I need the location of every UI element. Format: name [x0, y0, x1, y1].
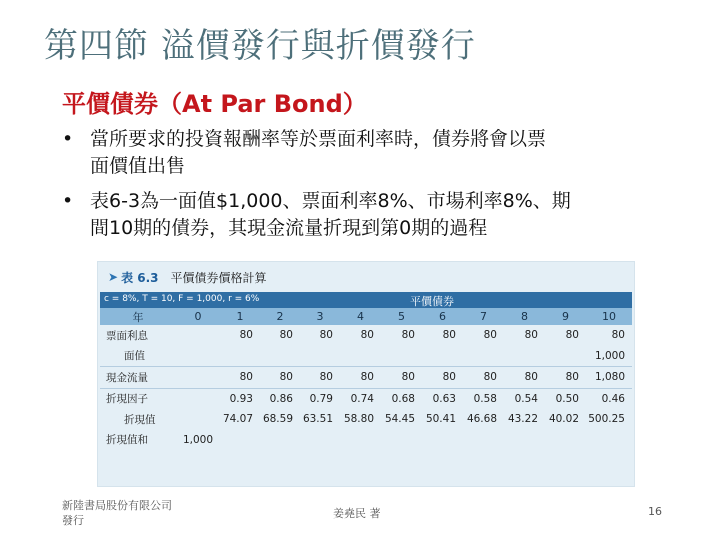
table-cell: 80 — [565, 329, 579, 342]
table-cell: 58.80 — [343, 413, 374, 426]
table-cell: 80 — [340, 367, 381, 389]
period-header-cell: 2 — [260, 308, 300, 325]
table-row — [100, 388, 632, 409]
period-header-cell: 6 — [422, 308, 463, 325]
bond-cashflow-table — [100, 308, 632, 450]
table-cell: 1,000 — [586, 346, 632, 367]
period-header-cell: 5 — [381, 308, 422, 325]
table-cell — [176, 367, 220, 389]
table-cell: 46.68 — [466, 413, 497, 426]
table-cell: 0.74 — [350, 392, 374, 405]
publisher-name: 新陸書局股份有限公司 — [62, 499, 172, 512]
footer-publisher — [62, 498, 172, 528]
table-parameter-bar — [100, 292, 632, 308]
table-cell: 0.86 — [269, 392, 293, 405]
table-row — [100, 430, 632, 451]
period-header-cell: 4 — [340, 308, 381, 325]
table-cell — [176, 409, 220, 430]
table-cell — [422, 346, 463, 367]
table-cell — [260, 346, 300, 367]
table-cell: 0.46 — [601, 392, 625, 405]
table-cell — [504, 430, 545, 451]
table-cell: 80 — [279, 329, 293, 342]
bullet-dot: • — [62, 190, 74, 212]
slide-subtitle: 平價債券（At Par Bond） — [62, 90, 367, 118]
period-header-cell: 8 — [504, 308, 545, 325]
table-cell: 0.93 — [229, 392, 253, 405]
table-cell: 0.58 — [473, 392, 497, 405]
page-number: 16 — [648, 505, 662, 518]
table-cell — [545, 346, 586, 367]
table-cell: 80 — [611, 329, 625, 342]
row-label: 折現值和 — [106, 434, 148, 447]
row-label: 折現因子 — [106, 393, 148, 406]
table-cell: 80 — [239, 329, 253, 342]
period-header-cell: 7 — [463, 308, 504, 325]
table-cell — [545, 430, 586, 451]
row-label: 面值 — [100, 346, 176, 367]
bullet-dot: • — [62, 128, 74, 150]
bond-price-table-figure — [98, 262, 634, 486]
table-cell: 0.50 — [555, 392, 579, 405]
table-cell — [176, 325, 220, 346]
table-row — [100, 409, 632, 430]
bullet-text-line: 當所要求的投資報酬率等於票面利率時，債券將會以票 — [90, 128, 547, 150]
table-cell: 1,080 — [586, 367, 632, 389]
table-cell: 80 — [260, 367, 300, 389]
table-caption-title: 平價債券價格計算 — [170, 270, 267, 285]
table-cell — [504, 346, 545, 367]
table-params: c = 8%, T = 10, F = 1,000, r = 6% — [104, 294, 260, 304]
publisher-note: 發行 — [62, 514, 84, 527]
period-header-cell: 0 — [176, 308, 220, 325]
table-cell — [220, 346, 260, 367]
footer-author: 姜堯民 著 — [333, 507, 381, 520]
table-cell: 0.79 — [309, 392, 333, 405]
table-cell: 80 — [220, 367, 260, 389]
row-label: 現金流量 — [100, 367, 176, 389]
table-cell — [176, 388, 220, 409]
table-cell: 0.54 — [514, 392, 538, 405]
circle-arrow-icon: ➤ — [108, 270, 119, 284]
table-cell: 80 — [422, 367, 463, 389]
table-cell: 80 — [360, 329, 374, 342]
table-cell: 80 — [300, 367, 340, 389]
table-cell: 80 — [483, 329, 497, 342]
table-cell — [381, 430, 422, 451]
bullet-list — [60, 126, 700, 250]
table-cell: 80 — [545, 367, 586, 389]
table-row — [100, 325, 632, 346]
table-cell — [300, 430, 340, 451]
bullet-text-line: 表6-3為一面值$1,000、票面利率8%、市場利率8%、期 — [90, 190, 571, 212]
table-row — [100, 367, 632, 389]
table-cell — [176, 346, 220, 367]
table-header-row — [100, 308, 632, 325]
table-cell: 0.63 — [432, 392, 456, 405]
table-cell: 80 — [319, 329, 333, 342]
slide-title: 第四節 溢價發行與折價發行 — [44, 26, 476, 66]
table-cell: 80 — [401, 329, 415, 342]
table-cell — [340, 346, 381, 367]
table-cell — [586, 430, 632, 451]
table-cell: 63.51 — [302, 413, 333, 426]
table-cell: 80 — [504, 367, 545, 389]
table-cell — [463, 346, 504, 367]
table-cell: 43.22 — [507, 413, 538, 426]
table-cell — [220, 430, 260, 451]
table-cell — [463, 430, 504, 451]
table-cell: 80 — [524, 329, 538, 342]
table-row — [100, 346, 632, 367]
table-cell — [422, 430, 463, 451]
table-cell: 68.59 — [262, 413, 293, 426]
table-cell — [340, 430, 381, 451]
table-cell: 50.41 — [425, 413, 456, 426]
bullet-text-line: 間10期的債券，其現金流量折現到第0期的過程 — [90, 217, 488, 239]
row-label: 票面利息 — [106, 329, 148, 342]
table-group-label: 平價債券 — [410, 295, 454, 308]
table-cell: 40.02 — [548, 413, 579, 426]
table-caption — [108, 266, 267, 288]
table-cell — [381, 346, 422, 367]
year-header-cell: 年 — [100, 308, 176, 325]
table-cell: 1,000 — [182, 433, 213, 446]
period-header-cell: 10 — [586, 308, 632, 325]
table-cell: 80 — [381, 367, 422, 389]
bullet-text-line: 面價值出售 — [90, 155, 186, 177]
table-cell — [260, 430, 300, 451]
row-label: 折現值 — [124, 413, 156, 426]
table-cell: 80 — [463, 367, 504, 389]
bullet-item — [60, 188, 700, 242]
table-cell: 0.68 — [391, 392, 415, 405]
table-cell: 500.25 — [588, 413, 625, 426]
table-number: 表 6.3 — [121, 270, 159, 285]
period-header-cell: 3 — [300, 308, 340, 325]
table-cell: 80 — [442, 329, 456, 342]
table-cell: 74.07 — [222, 413, 253, 426]
period-header-cell: 9 — [545, 308, 586, 325]
table-cell — [300, 346, 340, 367]
period-header-cell: 1 — [220, 308, 260, 325]
bullet-item — [60, 126, 700, 180]
table-cell: 54.45 — [384, 413, 415, 426]
